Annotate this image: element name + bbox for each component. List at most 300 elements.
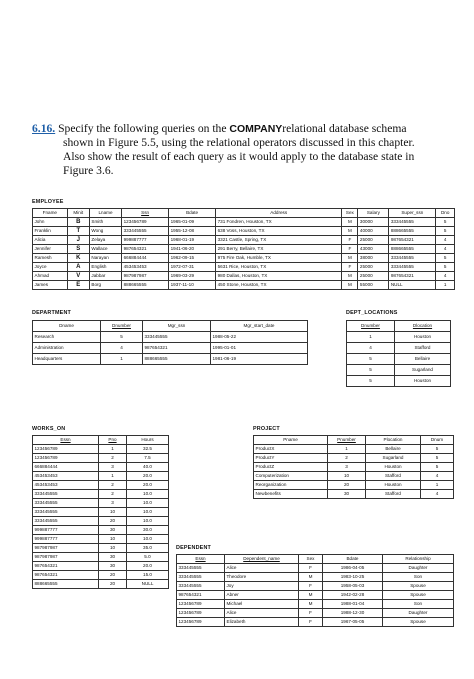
- works-on-cell: 5.0: [127, 553, 169, 562]
- works-on-cell: 20: [99, 580, 127, 589]
- employee-cell: 40000: [358, 227, 389, 236]
- dept-locations-cell: 5: [347, 365, 395, 376]
- dependent-cell: Theodore: [225, 573, 299, 582]
- employee-column-header: Address: [216, 209, 342, 218]
- employee-cell: 1: [436, 281, 455, 290]
- employee-cell: M: [342, 254, 358, 263]
- employee-cell: Alicia: [33, 236, 68, 245]
- dependent-column-header: Relationship: [383, 555, 454, 564]
- dept-locations-cell: Stafford: [395, 343, 451, 354]
- employee-cell: M: [342, 227, 358, 236]
- employee-cell: A: [67, 263, 89, 272]
- department-cell: 333445555: [143, 332, 211, 343]
- dependent-cell: Joy: [225, 582, 299, 591]
- dependent-column-header: Dependent_name: [225, 555, 299, 564]
- project-cell: Bellaire: [366, 445, 421, 454]
- dependent-cell: 1988-01-04: [323, 600, 383, 609]
- employee-column-header: Lname: [89, 209, 121, 218]
- dependent-column-header: Sex: [299, 555, 323, 564]
- project-column-header: Plocation: [366, 436, 421, 445]
- project-row: [254, 472, 454, 481]
- employee-row: [33, 245, 455, 254]
- works-on-cell: NULL: [127, 580, 169, 589]
- project-row: [254, 463, 454, 472]
- employee-cell: 1965-01-09: [169, 218, 216, 227]
- works-on-cell: 30: [99, 553, 127, 562]
- works-on-cell: 987654321: [33, 562, 99, 571]
- works-on-cell: 10: [99, 535, 127, 544]
- dept-locations-cell: 4: [347, 343, 395, 354]
- employee-cell: 987654321: [122, 245, 169, 254]
- department-cell: 1981-06-19: [211, 354, 308, 365]
- department-cell: 1: [101, 354, 143, 365]
- dependent-row: [177, 600, 454, 609]
- question-line-4: Figure 3.6.: [63, 164, 114, 177]
- employee-cell: 4: [436, 236, 455, 245]
- works-on-row: [33, 544, 169, 553]
- employee-cell: NULL: [389, 281, 436, 290]
- works-on-row: [33, 472, 169, 481]
- employee-column-header: Dno: [436, 209, 455, 218]
- department-table: [32, 320, 308, 365]
- works-on-cell: 987654321: [33, 571, 99, 580]
- works-on-cell: 30: [99, 526, 127, 535]
- employee-cell: 25000: [358, 272, 389, 281]
- employee-cell: 4: [436, 272, 455, 281]
- employee-column-header: Ssn: [122, 209, 169, 218]
- works-on-cell: 453453453: [33, 481, 99, 490]
- works-on-cell: 123456789: [33, 454, 99, 463]
- dependent-row: [177, 618, 454, 627]
- dept-locations-title: DEPT_LOCATIONS: [346, 310, 398, 316]
- employee-row: [33, 227, 455, 236]
- employee-title: EMPLOYEE: [32, 199, 64, 205]
- employee-row: [33, 281, 455, 290]
- dependent-cell: 1958-05-03: [323, 582, 383, 591]
- employee-cell: 888665555: [389, 227, 436, 236]
- works-on-cell: 20.0: [127, 481, 169, 490]
- department-column-header: Mgr_ssn: [143, 321, 211, 332]
- department-column-header: Dnumber: [101, 321, 143, 332]
- project-cell: 4: [421, 472, 454, 481]
- employee-cell: Joyce: [33, 263, 68, 272]
- works-on-row: [33, 499, 169, 508]
- dept-locations-cell: 5: [347, 376, 395, 387]
- project-cell: 4: [421, 490, 454, 499]
- works-on-cell: 333445555: [33, 508, 99, 517]
- works-on-cell: 35.0: [127, 544, 169, 553]
- works-on-cell: 20.0: [127, 562, 169, 571]
- project-cell: ProductY: [254, 454, 328, 463]
- employee-cell: Jabbar: [89, 272, 121, 281]
- works-on-row: [33, 481, 169, 490]
- project-cell: 5: [421, 445, 454, 454]
- works-on-cell: 987987987: [33, 544, 99, 553]
- dept-locations-cell: Bellaire: [395, 354, 451, 365]
- dependent-row: [177, 573, 454, 582]
- works-on-row: [33, 490, 169, 499]
- dept-locations-row: [347, 376, 451, 387]
- company-keyword: COMPANY: [229, 123, 283, 135]
- works-on-cell: 10.0: [127, 490, 169, 499]
- department-cell: Administration: [33, 343, 101, 354]
- project-row: [254, 454, 454, 463]
- dependent-row: [177, 591, 454, 600]
- question-line-2: shown in Figure 5.5, using the relational operators discussed in this chapter.: [63, 136, 415, 149]
- dept-locations-header-row: [347, 321, 451, 332]
- project-column-header: Pname: [254, 436, 328, 445]
- project-cell: 3: [328, 463, 366, 472]
- dependent-cell: 1986-04-05: [323, 564, 383, 573]
- works-on-column-header: Pno: [99, 436, 127, 445]
- project-cell: 2: [328, 454, 366, 463]
- works-on-row: [33, 454, 169, 463]
- employee-cell: Jennifer: [33, 245, 68, 254]
- works-on-cell: 32.5: [127, 445, 169, 454]
- employee-cell: 333445555: [389, 254, 436, 263]
- employee-row: [33, 263, 455, 272]
- dependent-cell: M: [299, 573, 323, 582]
- works-on-cell: 10.0: [127, 535, 169, 544]
- employee-cell: 450 Stone, Houston, TX: [216, 281, 342, 290]
- works-on-cell: 999887777: [33, 535, 99, 544]
- works-on-row: [33, 445, 169, 454]
- dept-locations-row: [347, 365, 451, 376]
- employee-cell: James: [33, 281, 68, 290]
- employee-cell: F: [342, 236, 358, 245]
- project-cell: 30: [328, 490, 366, 499]
- dependent-cell: 1942-02-28: [323, 591, 383, 600]
- department-cell: 987654321: [143, 343, 211, 354]
- dept-locations-row: [347, 332, 451, 343]
- project-row: [254, 481, 454, 490]
- employee-cell: John: [33, 218, 68, 227]
- works-on-row: [33, 526, 169, 535]
- employee-cell: Smith: [89, 218, 121, 227]
- dependent-cell: F: [299, 609, 323, 618]
- employee-column-header: Bdate: [169, 209, 216, 218]
- dependent-cell: F: [299, 582, 323, 591]
- employee-cell: 5: [436, 227, 455, 236]
- employee-cell: Narayan: [89, 254, 121, 263]
- employee-cell: Wong: [89, 227, 121, 236]
- employee-cell: 1955-12-08: [169, 227, 216, 236]
- question-text: [32, 122, 452, 178]
- dependent-header-row: [177, 555, 454, 564]
- employee-cell: M: [342, 272, 358, 281]
- works-on-column-header: Essn: [33, 436, 99, 445]
- dependent-cell: Abner: [225, 591, 299, 600]
- project-row: [254, 445, 454, 454]
- works-on-row: [33, 463, 169, 472]
- works-on-cell: 453453453: [33, 472, 99, 481]
- works-on-cell: 10.0: [127, 517, 169, 526]
- project-cell: Stafford: [366, 490, 421, 499]
- employee-cell: 888665555: [122, 281, 169, 290]
- employee-cell: 25000: [358, 236, 389, 245]
- works-on-cell: 40.0: [127, 463, 169, 472]
- department-cell: 4: [101, 343, 143, 354]
- dependent-cell: Alice: [225, 609, 299, 618]
- dependent-cell: Elizabeth: [225, 618, 299, 627]
- employee-cell: 987987987: [122, 272, 169, 281]
- dependent-cell: 123456789: [177, 609, 225, 618]
- works-on-cell: 20: [99, 571, 127, 580]
- dept-locations-cell: Sugarland: [395, 365, 451, 376]
- works-on-column-header: Hours: [127, 436, 169, 445]
- department-row: [33, 343, 308, 354]
- employee-cell: F: [342, 263, 358, 272]
- employee-row: [33, 236, 455, 245]
- works-on-cell: 7.5: [127, 454, 169, 463]
- works-on-row: [33, 571, 169, 580]
- dependent-cell: Spouse: [383, 618, 454, 627]
- employee-cell: F: [342, 245, 358, 254]
- employee-header-row: [33, 209, 455, 218]
- dependent-cell: M: [299, 600, 323, 609]
- dependent-cell: Alice: [225, 564, 299, 573]
- employee-cell: 980 Dallas, Houston, TX: [216, 272, 342, 281]
- project-cell: Stafford: [366, 472, 421, 481]
- dependent-column-header: Essn: [177, 555, 225, 564]
- dependent-cell: Spouse: [383, 582, 454, 591]
- employee-row: [33, 218, 455, 227]
- employee-column-header: Fname: [33, 209, 68, 218]
- employee-row: [33, 272, 455, 281]
- department-row: [33, 332, 308, 343]
- dept-locations-table: [346, 320, 451, 387]
- works-on-cell: 1: [99, 472, 127, 481]
- employee-cell: 333445555: [389, 218, 436, 227]
- dependent-cell: 1967-05-05: [323, 618, 383, 627]
- employee-cell: 888665555: [389, 245, 436, 254]
- employee-cell: 5: [436, 254, 455, 263]
- project-column-header: Dnum: [421, 436, 454, 445]
- department-cell: Headquarters: [33, 354, 101, 365]
- works-on-cell: 10: [99, 508, 127, 517]
- employee-cell: T: [67, 227, 89, 236]
- works-on-cell: 3: [99, 463, 127, 472]
- employee-cell: B: [67, 218, 89, 227]
- project-table: [253, 435, 454, 499]
- project-cell: 5: [421, 463, 454, 472]
- works-on-cell: 20: [99, 517, 127, 526]
- dependent-cell: 333445555: [177, 573, 225, 582]
- employee-cell: E: [67, 281, 89, 290]
- works-on-cell: 888665555: [33, 580, 99, 589]
- department-column-header: Mgr_start_date: [211, 321, 308, 332]
- works-on-row: [33, 535, 169, 544]
- dependent-column-header: Bdate: [323, 555, 383, 564]
- dept-locations-cell: Houston: [395, 376, 451, 387]
- question-number: 6.16.: [32, 122, 56, 135]
- dept-locations-cell: 5: [347, 354, 395, 365]
- employee-cell: 987654321: [389, 272, 436, 281]
- employee-cell: 38000: [358, 254, 389, 263]
- works-on-row: [33, 580, 169, 589]
- works-on-cell: 10.0: [127, 499, 169, 508]
- works-on-table: [32, 435, 169, 589]
- dependent-cell: Son: [383, 573, 454, 582]
- project-cell: Houston: [366, 481, 421, 490]
- dependent-cell: Daughter: [383, 609, 454, 618]
- employee-cell: 5631 Rice, Houston, TX: [216, 263, 342, 272]
- dependent-row: [177, 564, 454, 573]
- employee-cell: Zelaya: [89, 236, 121, 245]
- employee-cell: 4: [436, 245, 455, 254]
- employee-row: [33, 254, 455, 263]
- employee-cell: M: [342, 281, 358, 290]
- dependent-cell: 1988-12-30: [323, 609, 383, 618]
- employee-cell: 1972-07-31: [169, 263, 216, 272]
- employee-cell: 1937-11-10: [169, 281, 216, 290]
- employee-cell: English: [89, 263, 121, 272]
- employee-cell: 666884444: [122, 254, 169, 263]
- dependent-cell: 123456789: [177, 600, 225, 609]
- employee-cell: 1968-01-19: [169, 236, 216, 245]
- project-cell: 1: [328, 445, 366, 454]
- employee-cell: 30000: [358, 218, 389, 227]
- works-on-row: [33, 553, 169, 562]
- employee-column-header: Sex: [342, 209, 358, 218]
- department-column-header: Dname: [33, 321, 101, 332]
- project-row: [254, 490, 454, 499]
- project-cell: Reorganization: [254, 481, 328, 490]
- works-on-cell: 30: [99, 562, 127, 571]
- dependent-row: [177, 609, 454, 618]
- employee-cell: 25000: [358, 263, 389, 272]
- works-on-cell: 333445555: [33, 490, 99, 499]
- department-cell: 1988-05-22: [211, 332, 308, 343]
- employee-column-header: Salary: [358, 209, 389, 218]
- project-cell: 10: [328, 472, 366, 481]
- project-cell: 1: [421, 481, 454, 490]
- employee-cell: M: [342, 218, 358, 227]
- works-on-cell: 15.0: [127, 571, 169, 580]
- employee-cell: 453453453: [122, 263, 169, 272]
- dependent-cell: 333445555: [177, 582, 225, 591]
- works-on-cell: 10: [99, 544, 127, 553]
- works-on-cell: 20.0: [127, 472, 169, 481]
- dependent-cell: Spouse: [383, 591, 454, 600]
- project-cell: ProductX: [254, 445, 328, 454]
- department-cell: Research: [33, 332, 101, 343]
- works-on-cell: 2: [99, 454, 127, 463]
- employee-cell: 5: [436, 263, 455, 272]
- project-column-header: Pnumber: [328, 436, 366, 445]
- project-cell: Houston: [366, 463, 421, 472]
- works-on-cell: 2: [99, 490, 127, 499]
- employee-cell: 975 Fire Oak, Humble, TX: [216, 254, 342, 263]
- works-on-cell: 666884444: [33, 463, 99, 472]
- works-on-header-row: [33, 436, 169, 445]
- works-on-title: WORKS_ON: [32, 426, 66, 432]
- dept-locations-cell: 1: [347, 332, 395, 343]
- works-on-cell: 987987987: [33, 553, 99, 562]
- works-on-row: [33, 517, 169, 526]
- dept-locations-row: [347, 343, 451, 354]
- employee-table: [32, 208, 455, 290]
- works-on-cell: 999887777: [33, 526, 99, 535]
- works-on-cell: 3: [99, 499, 127, 508]
- works-on-cell: 10.0: [127, 508, 169, 517]
- dependent-cell: Daughter: [383, 564, 454, 573]
- department-row: [33, 354, 308, 365]
- department-cell: 1995-01-01: [211, 343, 308, 354]
- employee-cell: 333445555: [389, 263, 436, 272]
- dependent-cell: M: [299, 591, 323, 600]
- dependent-title: DEPENDENT: [176, 545, 212, 551]
- dependent-cell: Michael: [225, 600, 299, 609]
- employee-cell: 55000: [358, 281, 389, 290]
- dept-locations-column-header: Dlocation: [395, 321, 451, 332]
- dependent-row: [177, 582, 454, 591]
- works-on-cell: 333445555: [33, 517, 99, 526]
- works-on-cell: 123456789: [33, 445, 99, 454]
- project-cell: 20: [328, 481, 366, 490]
- employee-cell: 987654321: [389, 236, 436, 245]
- dependent-cell: Son: [383, 600, 454, 609]
- dependent-cell: 333445555: [177, 564, 225, 573]
- project-cell: ProductZ: [254, 463, 328, 472]
- question-line-1: 6.16. Specify the following queries on the COMPANYrelational database schema: [32, 122, 407, 135]
- employee-cell: Ramesh: [33, 254, 68, 263]
- dept-locations-column-header: Dnumber: [347, 321, 395, 332]
- dependent-cell: 987654321: [177, 591, 225, 600]
- works-on-row: [33, 562, 169, 571]
- employee-cell: 291 Berry, Bellaire, TX: [216, 245, 342, 254]
- project-cell: Sugarland: [366, 454, 421, 463]
- employee-cell: K: [67, 254, 89, 263]
- dependent-cell: F: [299, 564, 323, 573]
- project-cell: Newbenefits: [254, 490, 328, 499]
- question-line-3: Also show the result of each query as it would apply to the database state in: [63, 150, 415, 163]
- employee-cell: S: [67, 245, 89, 254]
- employee-cell: 333445555: [122, 227, 169, 236]
- dept-locations-row: [347, 354, 451, 365]
- works-on-cell: 2: [99, 481, 127, 490]
- employee-cell: 638 Voss, Houston, TX: [216, 227, 342, 236]
- dept-locations-cell: Houston: [395, 332, 451, 343]
- department-header-row: [33, 321, 308, 332]
- employee-cell: Ahmad: [33, 272, 68, 281]
- works-on-cell: 30.0: [127, 526, 169, 535]
- dependent-cell: 123456789: [177, 618, 225, 627]
- project-cell: Computerization: [254, 472, 328, 481]
- employee-cell: 1962-09-15: [169, 254, 216, 263]
- works-on-row: [33, 508, 169, 517]
- employee-cell: 123456789: [122, 218, 169, 227]
- dependent-cell: F: [299, 618, 323, 627]
- employee-cell: 43000: [358, 245, 389, 254]
- employee-column-header: Minit: [67, 209, 89, 218]
- employee-cell: 3321 Castle, Spring, TX: [216, 236, 342, 245]
- employee-cell: 999887777: [122, 236, 169, 245]
- employee-cell: Borg: [89, 281, 121, 290]
- dependent-cell: 1983-10-25: [323, 573, 383, 582]
- employee-cell: Franklin: [33, 227, 68, 236]
- employee-cell: Wallace: [89, 245, 121, 254]
- employee-cell: 1969-03-29: [169, 272, 216, 281]
- employee-column-header: Super_ssn: [389, 209, 436, 218]
- department-cell: 888665555: [143, 354, 211, 365]
- department-cell: 5: [101, 332, 143, 343]
- works-on-cell: 1: [99, 445, 127, 454]
- project-title: PROJECT: [253, 426, 280, 432]
- employee-cell: 731 Fondren, Houston, TX: [216, 218, 342, 227]
- employee-cell: V: [67, 272, 89, 281]
- works-on-cell: 333445555: [33, 499, 99, 508]
